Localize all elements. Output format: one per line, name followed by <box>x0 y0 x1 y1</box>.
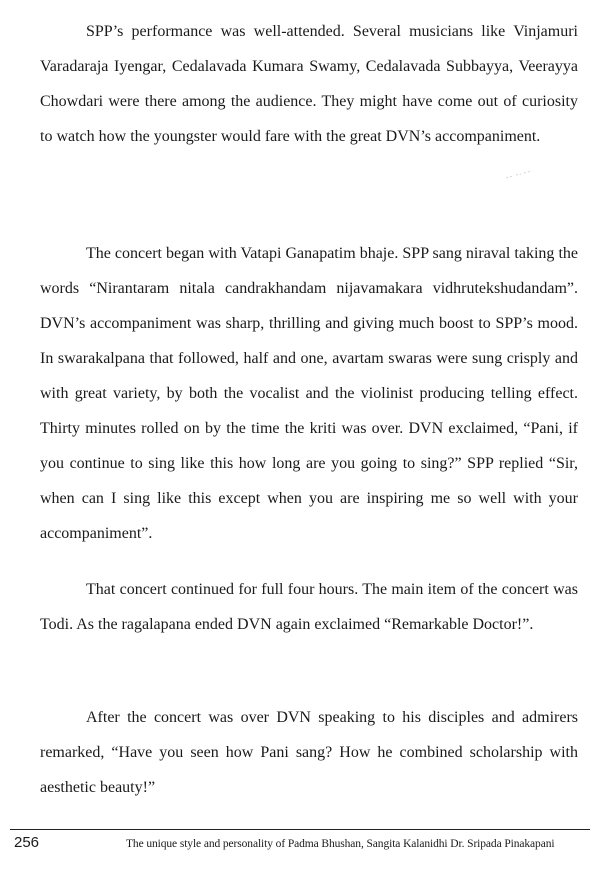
page-number: 256 <box>14 834 40 851</box>
paragraph-todi <box>40 572 578 642</box>
footer-rule <box>10 829 590 830</box>
page-footer <box>14 834 588 854</box>
scan-speck <box>505 170 533 180</box>
paragraph-text: SPP’s performance was well-attended. Several musicians like Vinjamuri Varadaraja Iyengar, Cedalavada Kumara Swamy, Cedalavada Subbayya, Veerayya Chowdari were there among the audience. They might have come out of curiosity to watch how the youngster would fare with the great DVN’s accompaniment. <box>40 23 578 145</box>
paragraph-audience <box>40 14 578 154</box>
paragraph-text: That concert continued for full four hours. The main item of the concert was Todi. As the ragalapana ended DVN again exclaimed “Remarkable Doctor!”. <box>40 581 578 633</box>
paragraph-concert-opening <box>40 236 578 551</box>
paragraph-text: The concert began with Vatapi Ganapatim bhaje. SPP sang niraval taking the words “Nirantaram nitala candrakhandam nijavamakara vidhrutekshudandam”. DVN’s accompaniment was sharp, thrilling and giving much boost to SPP’s mood. In swarakalpana that followed, half and one, avartam swaras were sung crisply and with great variety, by both the vocalist and the violinist producing telling effect. Thirty minutes rolled on by the time the kriti was over. DVN exclaimed, “Pani, if you continue to sing like this how long are you going to sing?” SPP replied “Sir, when can I sing like this except when you are inspiring me so well with your accompaniment”. <box>40 245 578 542</box>
paragraph-remark <box>40 700 578 805</box>
running-title: The unique style and personality of Padma Bhushan, Sangita Kalanidhi Dr. Sripada Pinakapani <box>126 838 555 850</box>
paragraph-text: After the concert was over DVN speaking to his disciples and admirers remarked, “Have you seen how Pani sang? How he combined scholarship with aesthetic beauty!” <box>40 709 578 796</box>
